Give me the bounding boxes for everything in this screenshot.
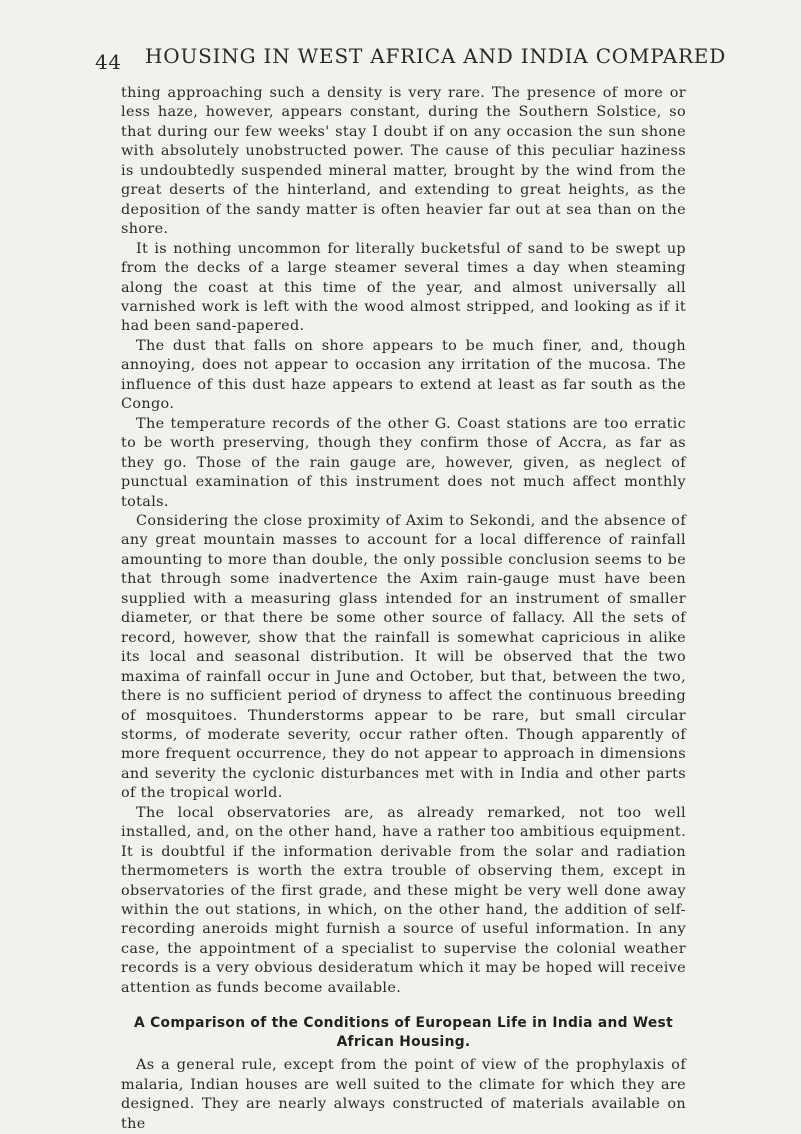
running-title: HOUSING IN WEST AFRICA AND INDIA COMPARED xyxy=(145,44,727,68)
paragraph: As a general rule, except from the point of view of the prophylaxis of malaria, Indian houses are well suited to the climate for which they are designed. They are nearly always constructed of materials available on the xyxy=(121,1057,686,1132)
paragraph: It is nothing uncommon for literally bucketsful of sand to be swept up from the decks of a large steamer several times a day when steaming along the coast at this time of the year, and almost universally all varnished work is left with the wood almost stripped, and looking as if it had been sand-papered. xyxy=(121,240,686,335)
paragraph: Considering the close proximity of Axim to Sekondi, and the absence of any great mountain masses to account for a local difference of rainfall amounting to more than double, the only possible conclusion seems to be that through some inadvertence the Axim rain-gauge must have been supplied with a measuring glass intended for an instrument of smaller diameter, or that there be some other source of fallacy. All the sets of record, however, show that the rainfall is somewhat capricious in alike its local and seasonal distribution. It will be observed that the two maxima of rainfall occur in June and October, but that, between the two, there is no sufficient period of dryness to affect the continuous breeding of mosquitoes. Thunderstorms appear to be rare, but small circular storms, of moderate severity, occur rather often. Though apparently of more frequent occurrence, they do not appear to approach in dimensions and severity the cyclonic disturbances met with in India and other parts of the tropical world. xyxy=(121,512,686,802)
paragraph: The temperature records of the other G. Coast stations are too erratic to be worth preserving, though they confirm those of Accra, as far as they go. Those of the rain gauge are, however, given, as neglect of punctual examination of this instrument does not much affect monthly totals. xyxy=(121,415,686,510)
paragraph: The local observatories are, as already remarked, not too well installed, and, on the other hand, have a rather too ambitious equipment. It is doubtful if the information derivable from the solar and radiation thermometers is worth the extra trouble of observing them, except in observatories of the first grade, and these might be very well done away within the out stations, in which, on the other hand, the addition of self-recording aneroids might furnish a source of useful information. In any case, the appointment of a specialist to supervise the colonial weather records is a very obvious desideratum which it may be hoped will receive attention as funds become available. xyxy=(121,804,686,996)
section-heading-line: African Housing. xyxy=(336,1034,471,1051)
page-number: 44 xyxy=(95,50,122,74)
section-heading xyxy=(121,1014,686,1052)
page-body xyxy=(121,84,686,1134)
paragraph: The dust that falls on shore appears to be much finer, and, though annoying, does not appear to occasion any irritation of the mucosa. The influence of this dust haze appears to extend at least as far south as the Congo. xyxy=(121,337,686,413)
section-heading-line: A Comparison of the Conditions of European Life in India and West xyxy=(134,1015,673,1032)
paragraph: thing approaching such a density is very rare. The presence of more or less haze, however, appears constant, during the Southern Solstice, so that during our few weeks' stay I doubt if on any occasion the sun shone with absolutely unobstructed power. The cause of this peculiar haziness is undoubtedly suspended mineral matter, brought by the wind from the great deserts of the hinterland, and extending to great heights, as the deposition of the sandy matter is often heavier far out at sea than on the shore. xyxy=(121,85,686,238)
